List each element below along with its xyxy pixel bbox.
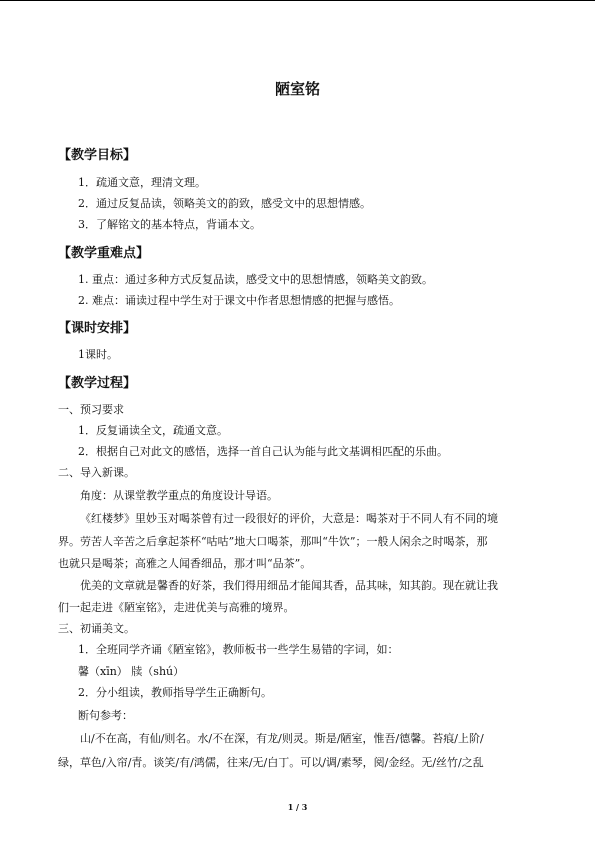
key-point-item: 2. 难点：诵读过程中学生对于课文中作者思想情感的把握与感悟。 xyxy=(78,294,400,307)
objective-item: 2．通过反复品读，领略美文的韵致，感受文中的思想情感。 xyxy=(78,197,371,210)
objective-item: 3．了解铭文的基本特点，背诵本文。 xyxy=(78,218,261,231)
process-line: 优美的文章就是馨香的好茶，我们得用细品才能闻其香，品其味，知其韵。现在就让我 xyxy=(80,579,498,592)
process-line: 馨（xīn） 牍（shú） xyxy=(78,665,185,678)
schedule-text: 1课时。 xyxy=(78,348,118,361)
key-point-item: 1. 重点：通过多种方式反复品读，感受文中的思想情感，领略美文韵致。 xyxy=(78,273,433,286)
process-line: 1．反复诵读全文，疏通文意。 xyxy=(78,424,228,437)
process-line: 三、初诵美文。 xyxy=(58,622,135,635)
process-line: 角度：从课堂教学重点的角度设计导语。 xyxy=(80,489,278,502)
process-line: 断句参考： xyxy=(78,709,133,722)
process-line: 绿，草色/入帘/青。谈笑/有/鸿儒，往来/无/白丁。可以/调/素琴，阅/金经。无/丝竹/之乱 xyxy=(58,756,484,769)
process-line: 也就只是喝茶；高雅之人闻香细品，那才叫“品茶”。 xyxy=(58,557,312,570)
heading-process: 【教学过程】 xyxy=(58,376,137,391)
process-line: 二、导入新课。 xyxy=(58,466,135,479)
process-line: 山/不在高，有仙/则名。水/不在深，有龙/则灵。斯是/陋室，惟吾/德馨。苔痕/上阶/ xyxy=(80,732,484,745)
heading-key-points: 【教学重难点】 xyxy=(58,246,150,261)
process-line: 一、预习要求 xyxy=(58,403,124,416)
page-number: 1 / 3 xyxy=(287,802,308,812)
process-line: 们一起走进《陋室铭》，走进优美与高雅的境界。 xyxy=(58,601,295,614)
process-line: 1．全班同学齐诵《陋室铭》，教师板书一些学生易错的字词，如： xyxy=(78,643,399,656)
objective-item: 1．疏通文意，理清文理。 xyxy=(78,176,206,189)
process-line: 2．根据自己对此文的感悟，选择一首自己认为能与此文基调相匹配的乐曲。 xyxy=(78,445,448,458)
process-line: 《红楼梦》里妙玉对喝茶曾有过一段很好的评价，大意是：喝茶对于不同人有不同的境 xyxy=(80,512,498,525)
page-title: 陋室铭 xyxy=(274,80,320,98)
heading-objectives: 【教学目标】 xyxy=(58,148,137,163)
heading-schedule: 【课时安排】 xyxy=(58,321,137,336)
process-line: 界。劳苦人辛苦之后拿起茶杯“咕咕”地大口喝茶，那叫“牛饮”；一般人闲余之时喝茶，那 xyxy=(58,535,488,548)
process-line: 2．分小组读，教师指导学生正确断句。 xyxy=(78,686,272,699)
